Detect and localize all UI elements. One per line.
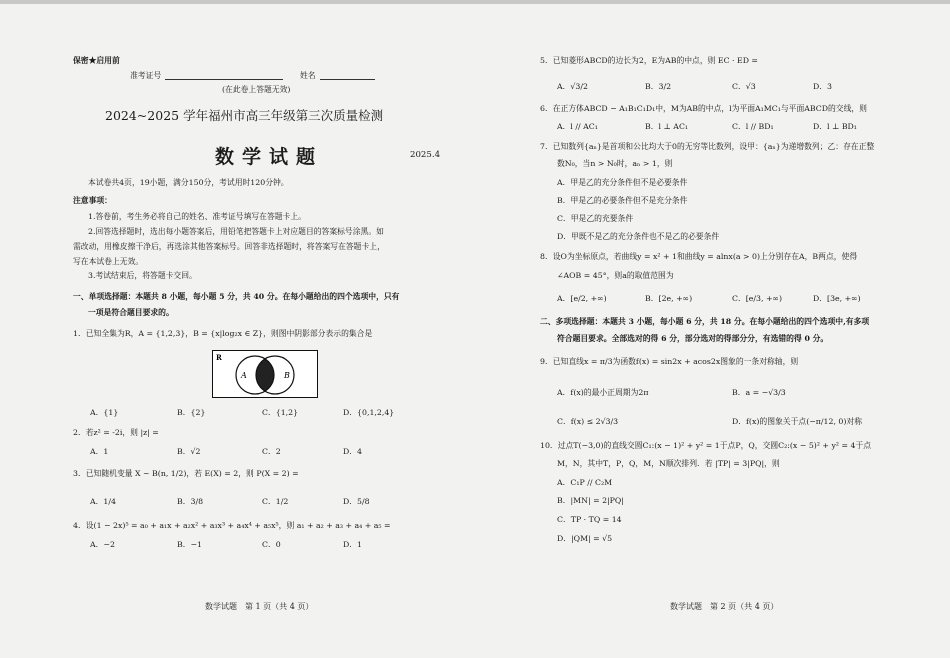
question-7-cont: 数N₀，当n > N₀时，aₙ > 1，则 [557,159,673,168]
page-2-footer: 数学试题 第 2 页（共 4 页） [670,602,779,611]
q9-option-a: A．f(x)的最小正周期为2π [557,388,649,397]
q3-option-d: D．5/8 [343,497,370,506]
question-3: 3．已知随机变量 X ~ B(n, 1/2)，若 E(X) = 2，则 P(X = 2) = [73,469,299,478]
q10-option-c: C．TP · TQ = 14 [557,515,622,524]
note-line: 需改动，用橡皮擦干净后，再选涂其他答案标号。回答非选择题时，将答案写在答题卡上， [73,242,385,251]
q4-option-d: D．1 [343,540,363,549]
q2-option-a: A．1 [90,447,109,456]
q1-option-a: A．{1} [90,408,119,417]
venn-label-b: B [284,371,290,380]
q9-option-d: D．f(x)的图象关于点(−π/12, 0)对称 [732,417,862,426]
section2-header: 二、多项选择题：本题共 3 小题，每小题 6 分，共 18 分。在每小题给出的四个选项中,有多项 [540,317,870,326]
q2-option-d: D．4 [343,447,363,456]
q7-option-a: A．甲是乙的充分条件但不是必要条件 [557,178,688,187]
q6-option-b: B．l ⊥ AC₁ [645,122,689,131]
page-2 [475,0,950,658]
ticket-label: 准考证号 [130,71,162,80]
q5-option-b: B．3/2 [645,82,672,91]
question-7: 7．已知数列{aₙ}是首项和公比均大于0的无穷等比数列，设甲：{aₙ}为递增数列；乙：存在正整 [540,142,875,151]
subject-title: 数学试题 [215,146,324,168]
q9-option-b: B．a = −√3/3 [732,388,786,397]
section1-header-cont: 一项是符合题目要求的。 [88,308,174,317]
q8-option-b: B．[2e, +∞) [645,294,693,303]
q8-option-d: D．[3e, +∞) [813,294,861,303]
q6-option-d: D．l ⊥ BD₁ [813,122,857,131]
no-answer-note: (在此卷上答题无效) [222,85,291,94]
note-line: 2.回答选择题时，选出每小题答案后，用铅笔把答题卡上对应题目的答案标号涂黑。如 [88,227,384,236]
name-label: 姓名 [300,71,316,80]
confidential-label: 保密★启用前 [73,56,120,65]
q7-option-b: B．甲是乙的必要条件但不是充分条件 [557,196,688,205]
q10-option-a: A．C₁P // C₂M [557,478,613,487]
note-line: 1.答卷前，考生务必将自己的姓名、准考证号填写在答题卡上。 [88,212,306,221]
q9-option-c: C．f(x) ≤ 2√3/3 [557,417,619,426]
question-9: 9．已知直线x = π/3为函数f(x) = sin2x + acos2x图象的一条对称轴，则 [540,357,799,366]
intro-text: 本试卷共4页，19小题，满分150分，考试用时120分钟。 [88,178,289,187]
note-line: 3.考试结束后，将答题卡交回。 [88,271,197,280]
question-8-cont: ∠AOB = 45°，则a的取值范围为 [557,271,674,280]
q3-option-b: B．3/8 [177,497,204,506]
section2-header-cont: 符合题目要求。全部选对的得 6 分，部分选对的得部分分，有选错的得 0 分。 [557,334,829,343]
q4-option-c: C．0 [262,540,281,549]
question-10: 10．过点T(−3,0)的直线交圆C₁:(x − 1)² + y² = 1于点P，Q，交圆C₂:(x − 5)² + y² = 4于点 [540,441,872,450]
question-6: 6．在正方体ABCD − A₁B₁C₁D₁中，M为AB的中点，l为平面A₁MC₁与平面ABCD的交线，则 [540,104,867,113]
q10-option-b: B．|MN| = 2|PQ| [557,496,624,505]
q5-option-d: D．3 [813,82,833,91]
q3-option-c: C．1/2 [262,497,289,506]
page-1-footer: 数学试题 第 1 页（共 4 页） [205,602,314,611]
exam-date: 2025.4 [410,150,441,160]
q5-option-c: C．√3 [732,82,756,91]
question-1: 1．已知全集为R，A = {1,2,3}，B = {x|log₂x ∈ Z}，则图中阴影部分表示的集合是 [73,329,373,338]
section1-header: 一、单项选择题：本题共 8 小题，每小题 5 分，共 40 分。在每小题给出的四个选项中，只有 [73,292,400,301]
q10-option-d: D．|QM| = √5 [557,534,613,543]
q8-option-a: A．[e/2, +∞) [557,294,607,303]
notes-header: 注意事项： [73,196,112,205]
question-4: 4．设(1 − 2x)⁵ = a₀ + a₁x + a₂x² + a₃x³ + a₄x⁴ + a₅x⁵，则 a₁ + a₂ + a₃ + a₄ + a₅ = [73,521,391,530]
q5-option-a: A．√3/2 [557,82,588,91]
question-2: 2．若z² = -2i，则 |z| = [73,428,159,437]
q4-option-b: B．−1 [177,540,203,549]
venn-svg [213,351,317,397]
q6-option-c: C．l // BD₁ [732,122,774,131]
q3-option-a: A．1/4 [90,497,116,506]
q8-option-c: C．[e/3, +∞) [732,294,783,303]
q6-option-a: A．l // AC₁ [557,122,598,131]
note-line: 写在本试卷上无效。 [73,257,144,266]
q1-option-c: C．{1,2} [262,408,299,417]
question-10-cont: M，N，其中T，P，Q，M，N顺次排列．若 |TP| = 3|PQ|，则 [557,459,780,468]
question-8: 8．设O为坐标原点，若曲线y = x² + 1和曲线y = alnx(a > 0)上分别存在A，B两点，使得 [540,252,858,261]
question-5: 5．已知菱形ABCD的边长为2，E为AB的中点，则 EC · ED = [540,56,758,65]
venn-diagram [212,350,318,398]
q7-option-d: D．甲既不是乙的充分条件也不是乙的必要条件 [557,232,720,241]
exam-title: 2024~2025 学年福州市高三年级第三次质量检测 [105,108,384,123]
name-line [320,79,375,80]
venn-label-a: A [241,371,247,380]
venn-universe-label: R [216,353,222,362]
q1-option-b: B．{2} [177,408,206,417]
q1-option-d: D．{0,1,2,4} [343,408,395,417]
q2-option-b: B．√2 [177,447,201,456]
q7-option-c: C．甲是乙的充要条件 [557,214,634,223]
q2-option-c: C．2 [262,447,281,456]
ticket-line [165,79,283,80]
q4-option-a: A．−2 [90,540,115,549]
